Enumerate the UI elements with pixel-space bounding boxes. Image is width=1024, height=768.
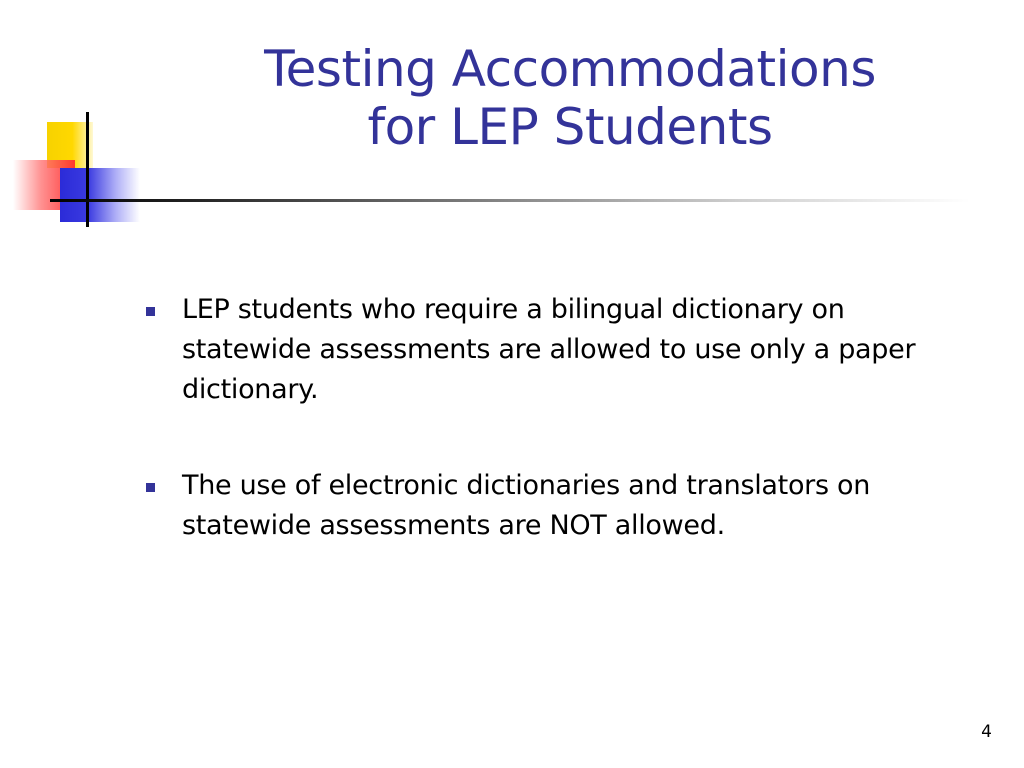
slide-title-line-1: Testing Accommodations — [264, 40, 876, 98]
bullet-list — [142, 290, 972, 602]
square-bullet-icon — [146, 483, 155, 492]
bullet-text: LEP students who require a bilingual dictionary on statewide assessments are allowed to use only a paper dictionary. — [182, 294, 916, 405]
decorative-vertical-line — [86, 112, 89, 227]
slide-title-line-2: for LEP Students — [367, 98, 773, 156]
slide-number: 4 — [981, 722, 992, 742]
bullet-item — [142, 466, 972, 546]
title-divider-line — [50, 199, 970, 202]
square-bullet-icon — [146, 307, 155, 316]
bullet-text: The use of electronic dictionaries and translators on statewide assessments are NOT allowed. — [182, 470, 871, 541]
decorative-blue-square — [60, 168, 140, 222]
bullet-item — [142, 290, 972, 410]
slide-title — [160, 40, 980, 156]
